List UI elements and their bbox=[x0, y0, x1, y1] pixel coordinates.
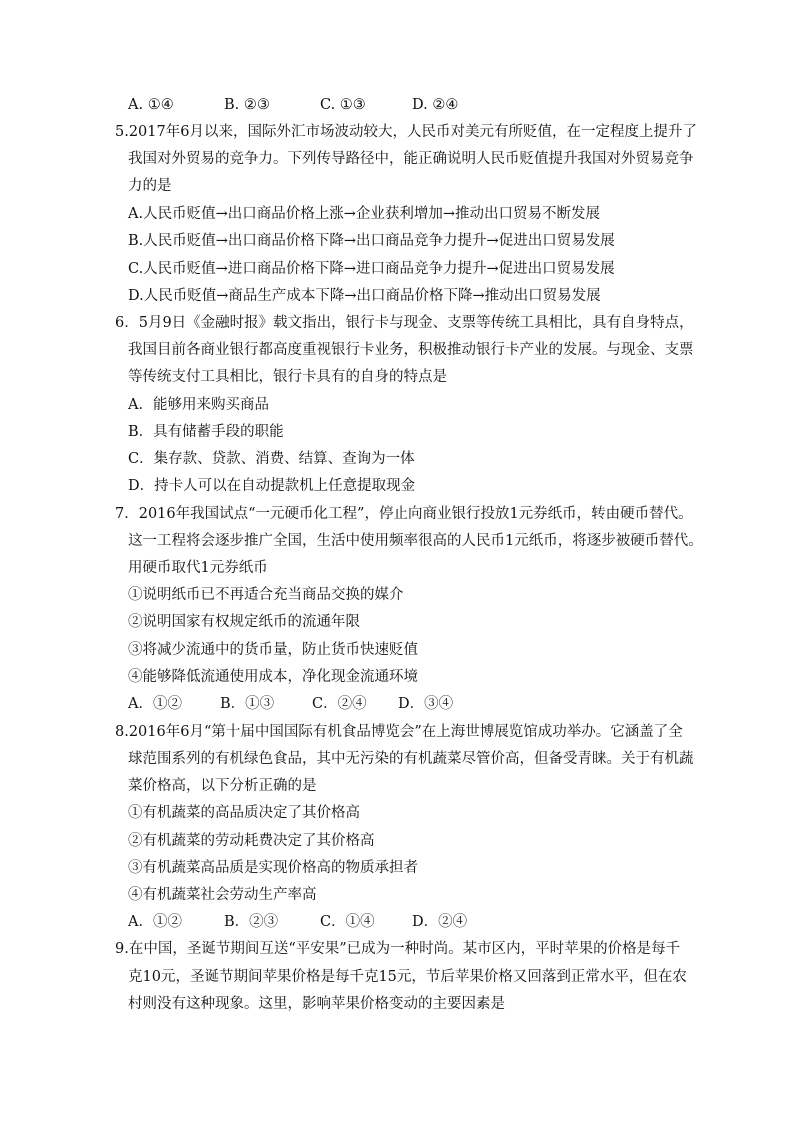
q8-stem-line-1: 8.2016年6月“第十届中国国际有机食品博览会”在上海世博展览馆成功举办。它涵盖了全 bbox=[115, 724, 683, 740]
q5-stem-line-3: 力的是 bbox=[128, 178, 172, 194]
q7-stem-line-1: 7．2016年我国试点“一元硬币化工程”，停止向商业银行投放1元券纸币，转由硬币替代。 bbox=[115, 506, 693, 522]
q6-stem-line-2: 我国目前各商业银行都高度重视银行卡业务，积极推动银行卡产业的发展。与现金、支票 bbox=[128, 342, 694, 358]
q7-option-d: D．③④ bbox=[398, 696, 454, 712]
q4-option-c: C. ①③ bbox=[320, 97, 366, 113]
q7-option-c: C．②④ bbox=[312, 696, 367, 712]
q5-option-c: C.人民币贬值→进口商品价格下降→进口商品竞争力提升→促进出口贸易发展 bbox=[128, 261, 615, 277]
q8-statement-1: ①有机蔬菜的高品质决定了其价格高 bbox=[128, 805, 360, 821]
q4-option-a: A. ①④ bbox=[128, 97, 174, 113]
q8-option-a: A．①② bbox=[128, 914, 182, 930]
q7-statement-1: ①说明纸币已不再适合充当商品交换的媒介 bbox=[128, 587, 404, 603]
q4-option-b: B. ②③ bbox=[224, 97, 270, 113]
q8-statement-3: ③有机蔬菜高品质是实现价格高的物质承担者 bbox=[128, 860, 418, 876]
q6-stem-line-1: 6．5月9日《金融时报》载文指出，银行卡与现金、支票等传统工具相比，具有自身特点， bbox=[115, 315, 694, 331]
q8-statement-4: ④有机蔬菜社会劳动生产率高 bbox=[128, 887, 317, 903]
q9-stem-line-2: 克10元，圣诞节期间苹果价格是每千克15元，节后苹果价格又回落到正常水平，但在农 bbox=[128, 969, 687, 985]
q4-option-d: D. ②④ bbox=[412, 97, 459, 113]
q6-option-b: B．具有储蓄手段的职能 bbox=[128, 424, 284, 440]
q5-stem-line-1: 5.2017年6月以来，国际外汇市场波动较大，人民币对美元有所贬值，在一定程度上提升了 bbox=[115, 124, 697, 140]
q8-option-d: D．②④ bbox=[412, 914, 468, 930]
q7-statement-3: ③将减少流通中的货币量，防止货币快速贬值 bbox=[128, 642, 418, 658]
q6-stem-line-3: 等传统支付工具相比，银行卡具有的自身的特点是 bbox=[128, 369, 447, 385]
q7-option-a: A．①② bbox=[128, 696, 182, 712]
q7-option-b: B．①③ bbox=[220, 696, 275, 712]
q8-stem-line-2: 球范围系列的有机绿色食品，其中无污染的有机蔬菜尽管价高，但备受青睐。关于有机蔬 bbox=[128, 751, 694, 767]
q7-statement-2: ②说明国家有权规定纸币的流通年限 bbox=[128, 614, 360, 630]
q5-option-a: A.人民币贬值→出口商品价格上涨→企业获利增加→推动出口贸易不断发展 bbox=[128, 206, 601, 222]
q6-option-c: C．集存款、贷款、消费、结算、查询为一体 bbox=[128, 451, 415, 467]
q7-stem-line-3: 用硬币取代1元券纸币 bbox=[128, 560, 268, 576]
q9-stem-line-1: 9.在中国，圣诞节期间互送“平安果”已成为一种时尚。某市区内，平时苹果的价格是每千 bbox=[115, 941, 681, 957]
q7-options bbox=[128, 694, 453, 714]
q5-option-b: B.人民币贬值→出口商品价格下降→出口商品竞争力提升→促进出口贸易发展 bbox=[128, 233, 615, 249]
q8-options bbox=[128, 912, 467, 932]
q8-option-c: C．①④ bbox=[320, 914, 375, 930]
q8-statement-2: ②有机蔬菜的劳动耗费决定了其价格高 bbox=[128, 833, 375, 849]
q8-stem-line-3: 菜价格高，以下分析正确的是 bbox=[128, 778, 317, 794]
q9-stem-line-3: 村则没有这种现象。这里，影响苹果价格变动的主要因素是 bbox=[128, 996, 505, 1012]
q5-stem-line-2: 我国对外贸易的竞争力。下列传导路径中，能正确说明人民币贬值提升我国对外贸易竞争 bbox=[128, 151, 694, 167]
q6-option-d: D．持卡人可以在自动提款机上任意提取现金 bbox=[128, 478, 416, 494]
q4-options bbox=[128, 95, 458, 115]
q7-stem-line-2: 这一工程将会逐步推广全国，生活中使用频率很高的人民币1元纸币，将逐步被硬币替代。 bbox=[128, 533, 703, 549]
q6-option-a: A．能够用来购买商品 bbox=[128, 397, 269, 413]
q8-option-b: B．②③ bbox=[224, 914, 279, 930]
q5-option-d: D.人民币贬值→商品生产成本下降→出口商品价格下降→推动出口贸易发展 bbox=[128, 288, 601, 304]
q7-statement-4: ④能够降低流通使用成本，净化现金流通环境 bbox=[128, 669, 418, 685]
